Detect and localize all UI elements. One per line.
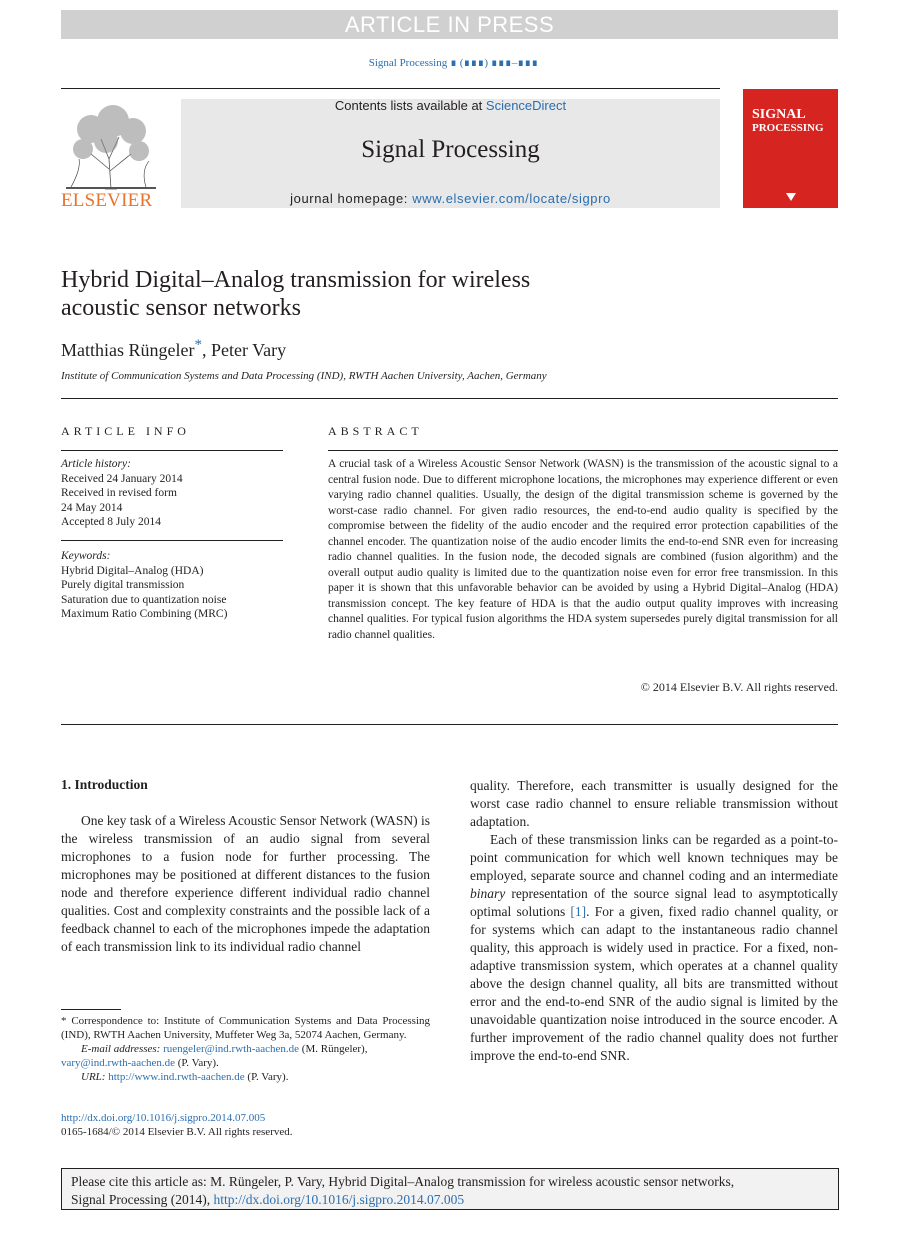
divider [61, 450, 283, 451]
journal-title: Signal Processing [361, 136, 540, 163]
abstract-copyright: © 2014 Elsevier B.V. All rights reserved. [640, 680, 838, 694]
issn-line: 0165-1684/© 2014 Elsevier B.V. All rights reserved. [61, 1126, 293, 1138]
email-link[interactable]: vary@ind.rwth-aachen.de [61, 1057, 175, 1069]
divider [61, 724, 838, 725]
url-link[interactable]: http://www.ind.rwth-aachen.de [108, 1071, 245, 1083]
intro-right-column: quality. Therefore, each transmitter is usually designed for the worst case radio channel to ensure reliable transmission without adaptation. Each of these transmission links can be regarded as a point-to-point communication for which well known techniques may be employed, separate source and channel coding and an intermediate binary representation of the source signal lead to asymptotically optimal solutions [1]. For a given, fixed radio channel quality, or for systems which can adapt to the instantaneous radio channel quality, this approach is widely used in practice. For a fixed, non-adaptive transmission system, which operates at a channel quality above the design channel quality, all bits are transmitted without error and the end-to-end SNR of the audio signal is limited by the unavoidable quantization noise introduced in the source encoder. A further improvement of the radio channel quality does not further improve the end-to-end SNR. [470, 778, 838, 1063]
article-title: Hybrid Digital–Analog transmission for wireless acoustic sensor networks [61, 267, 531, 321]
correspondence-mark[interactable]: * [194, 337, 202, 353]
divider [61, 398, 838, 399]
email-link[interactable]: ruengeler@ind.rwth-aachen.de [163, 1043, 300, 1055]
article-history: Article history: Received 24 January 2014 Received in revised form 24 May 2014 Accepted 8 July 2014 [61, 458, 183, 528]
cite-box: Please cite this article as: M. Rüngeler, P. Vary, Hybrid Digital–Analog transmission for wireless acoustic sensor networks, Signal Processing (2014), http://dx.doi.org/10.1016/j.sigpro.2014.07.005 [61, 1168, 839, 1210]
footnotes: * Correspondence to: Institute of Communication Systems and Data Processing (IND), RWTH Aachen University, Muffeter Weg 3a, 52074 Aachen, Germany. E-mail addresses: ruengeler@ind.rwth-aachen.de (M. Rüngeler), vary@ind.rwth-aachen.de (P. Vary). URL: http://www.ind.rwth-aachen.de (P. Vary). [61, 1015, 430, 1083]
abstract-heading: ABSTRACT [328, 424, 423, 438]
cover-title: SIGNAL PROCESSING [752, 107, 824, 134]
doi-block [61, 1111, 430, 1139]
contents-line: Contents lists available at ScienceDirect [334, 98, 567, 113]
sciencedirect-link[interactable]: ScienceDirect [485, 98, 567, 113]
abstract-text: A crucial task of a Wireless Acoustic Sensor Network (WASN) is the transmission of the acoustic signal to a central fusion node. Due to different microphone locations, the microphones may experience different or even varying radio channel qualities. Usually, the design of the digital transmission scheme is governed by the worst-case radio channel. For given radio resources, the end-to-end audio quality is specified by the compromise between the fidelity of the audio encoder and the required error protection capabilities of the channel encoder. The quantization noise of the audio encoder limits the end-to-end SNR even for increasing radio channel qualities. In the fusion node, the decoded signals are combined (fusion algorithm) and the overall output audio quality is limited due to the quantization noise even for error free transmission. In this paper it is shown that this unfavorable behavior can be avoided by using a Hybrid Digital–Analog (HDA) transmission concept. The key feature of HDA is that the audio output quality improves with increasing channel qualities. For typical fusion algorithms the HDA system supersedes purely digital transmission for all radio channel qualities. [328, 458, 838, 641]
author-name: Peter Vary [210, 340, 287, 360]
article-info-heading: ARTICLE INFO [61, 424, 190, 438]
running-citation[interactable]: Signal Processing ∎ (∎∎∎) ∎∎∎–∎∎∎ [368, 57, 539, 69]
header-rule [61, 88, 720, 89]
cite-doi-link[interactable]: http://dx.doi.org/10.1016/j.sigpro.2014.07.005 [213, 1192, 465, 1207]
keywords: Keywords: Hybrid Digital–Analog (HDA) Purely digital transmission Saturation due to quantization noise Maximum Ratio Combining (MRC) [61, 550, 228, 620]
cover-emblem-icon [785, 192, 797, 202]
homepage-line: journal homepage: www.elsevier.com/locate/sigpro [290, 191, 611, 206]
footnote-rule [61, 1009, 121, 1010]
intro-left-column: One key task of a Wireless Acoustic Sensor Network (WASN) is the wireless transmission of an audio signal from several microphones to a fusion node for further processing. The microphones may be positioned at different distances to the fusion node and therefore experience different individual radio channel qualities. Cost and complexity constraints and the possible lack of a feedback channel to each of the microphones impede the adaptation of each transmission link to its individual radio channel [61, 813, 430, 954]
divider [328, 450, 838, 451]
homepage-link[interactable]: www.elsevier.com/locate/sigpro [412, 191, 611, 206]
divider [61, 540, 283, 541]
author-name: Matthias Rüngeler [61, 340, 195, 360]
publisher-wordmark: ELSEVIER [61, 190, 153, 211]
correspondence-note: * Correspondence to: Institute of Communication Systems and Data Processing (IND), RWTH Aachen University, Muffeter Weg 3a, 52074 Aachen, Germany. [61, 1015, 430, 1041]
article-in-press-banner: ARTICLE IN PRESS [61, 10, 838, 39]
affiliation: Institute of Communication Systems and Data Processing (IND), RWTH Aachen University, Aachen, Germany [61, 370, 547, 382]
author-list: Matthias Rüngeler*, Peter Vary [61, 337, 287, 360]
section-heading: 1. Introduction [61, 777, 148, 792]
reference-link[interactable]: [1] [570, 904, 587, 919]
doi-link[interactable]: http://dx.doi.org/10.1016/j.sigpro.2014.07.005 [61, 1112, 266, 1124]
